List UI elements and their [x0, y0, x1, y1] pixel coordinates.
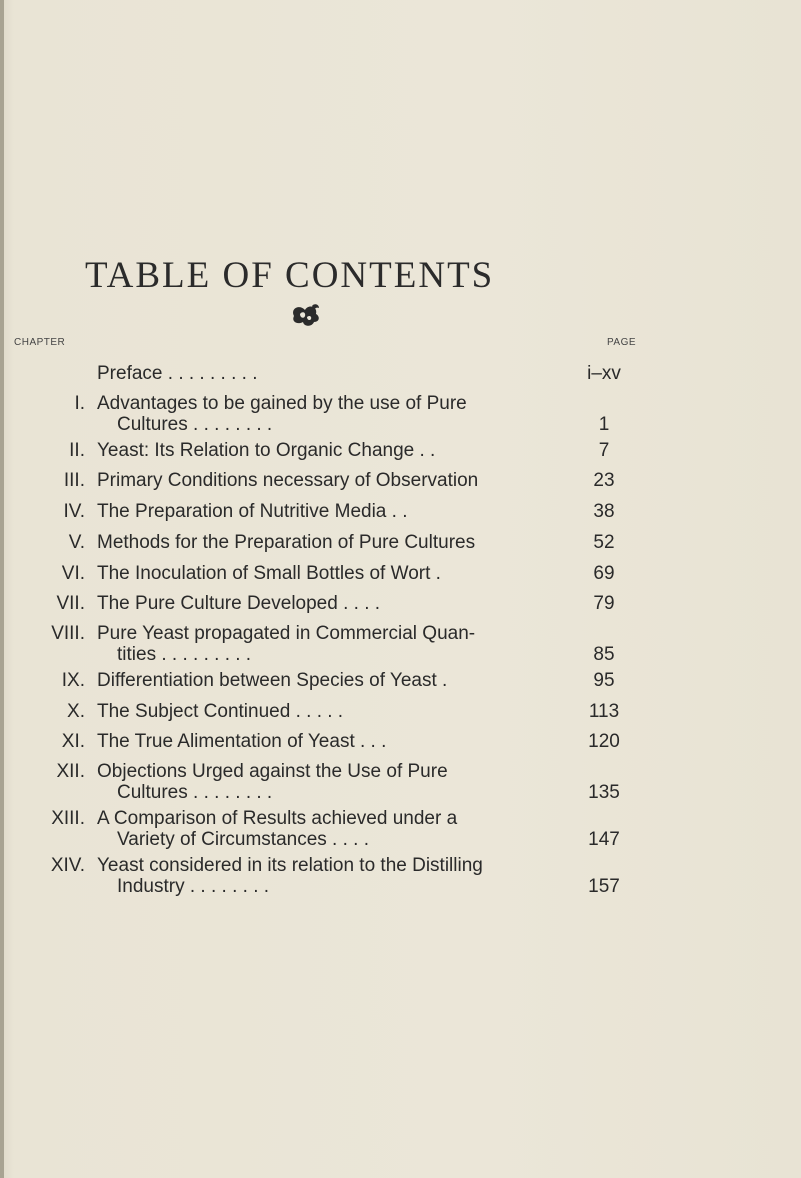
chapter-title-line: Yeast: Its Relation to Organic Change . .	[97, 440, 436, 461]
chapter-number: XI.	[61, 731, 85, 752]
chapter-title	[97, 470, 567, 491]
page-number: 7	[598, 440, 610, 461]
page-binding-edge	[0, 0, 4, 1178]
chapter-number: XII.	[56, 761, 85, 782]
page-number: 147	[588, 829, 620, 850]
chapter-title-line: Differentiation between Species of Yeast .	[97, 670, 448, 691]
chapter-number: II.	[69, 440, 85, 461]
page-number: 157	[588, 876, 620, 897]
chapter-title-line: Preface . . . . . . . . .	[97, 363, 258, 384]
chapter-title	[97, 440, 567, 461]
chapter-number: XIV.	[50, 855, 85, 876]
page-column-heading: PAGE	[607, 337, 637, 348]
chapter-title	[97, 363, 567, 384]
page-number: 113	[588, 701, 620, 722]
page-number: 23	[593, 470, 615, 491]
chapter-title	[97, 393, 567, 435]
page-number: 52	[593, 532, 615, 553]
page-number: 135	[588, 782, 620, 803]
page-number: i–xv	[587, 363, 621, 384]
chapter-title	[97, 761, 567, 803]
chapter-title-continuation: Cultures . . . . . . . .	[117, 782, 273, 803]
chapter-title-line: Yeast considered in its relation to the Distilling	[97, 855, 483, 876]
chapter-number: V.	[68, 532, 85, 553]
chapter-number: I.	[74, 393, 85, 414]
chapter-title	[97, 593, 567, 614]
chapter-title-line: The Preparation of Nutritive Media . .	[97, 501, 408, 522]
chapter-title-line: The Inoculation of Small Bottles of Wort .	[97, 563, 441, 584]
chapter-title-line: A Comparison of Results achieved under a	[97, 808, 458, 829]
chapter-title-line: Pure Yeast propagated in Commercial Quan-	[97, 623, 476, 644]
chapter-title-line: The Subject Continued . . . . .	[97, 701, 344, 722]
chapter-title	[97, 855, 567, 897]
chapter-title	[97, 670, 567, 691]
chapter-title	[97, 731, 567, 752]
chapter-number: XIII.	[51, 808, 85, 829]
page-number: 120	[588, 731, 620, 752]
chapter-title-line: The True Alimentation of Yeast . . .	[97, 731, 387, 752]
page-number: 85	[593, 644, 615, 665]
chapter-title-line: The Pure Culture Developed . . . .	[97, 593, 381, 614]
chapter-title-line: Advantages to be gained by the use of Pure	[97, 393, 467, 414]
chapter-title-continuation: Cultures . . . . . . . .	[117, 414, 273, 435]
chapter-column-heading: CHAPTER	[14, 337, 66, 348]
chapter-number: VII.	[56, 593, 85, 614]
page-title: TABLE OF CONTENTS	[85, 255, 495, 296]
chapter-title	[97, 532, 567, 553]
chapter-title	[97, 808, 567, 850]
fleuron-ornament-icon	[286, 300, 324, 330]
chapter-title-line: Methods for the Preparation of Pure Cultures	[97, 532, 476, 553]
page-number: 79	[593, 593, 615, 614]
chapter-number: IX.	[61, 670, 85, 691]
chapter-title	[97, 623, 567, 665]
page-number: 1	[598, 414, 610, 435]
chapter-title-line: Objections Urged against the Use of Pure	[97, 761, 448, 782]
page-number: 38	[593, 501, 615, 522]
chapter-title	[97, 563, 567, 584]
chapter-number: VI.	[61, 563, 85, 584]
chapter-number: IV.	[63, 501, 85, 522]
chapter-number: III.	[63, 470, 85, 491]
chapter-title-continuation: tities . . . . . . . . .	[117, 644, 252, 665]
chapter-title-continuation: Industry . . . . . . . .	[117, 876, 270, 897]
chapter-number: X.	[67, 701, 85, 722]
page-number: 69	[593, 563, 615, 584]
chapter-number: VIII.	[51, 623, 85, 644]
chapter-title-line: Primary Conditions necessary of Observation	[97, 470, 479, 491]
page-number: 95	[593, 670, 615, 691]
chapter-title	[97, 701, 567, 722]
chapter-title	[97, 501, 567, 522]
chapter-title-continuation: Variety of Circumstances . . . .	[117, 829, 370, 850]
